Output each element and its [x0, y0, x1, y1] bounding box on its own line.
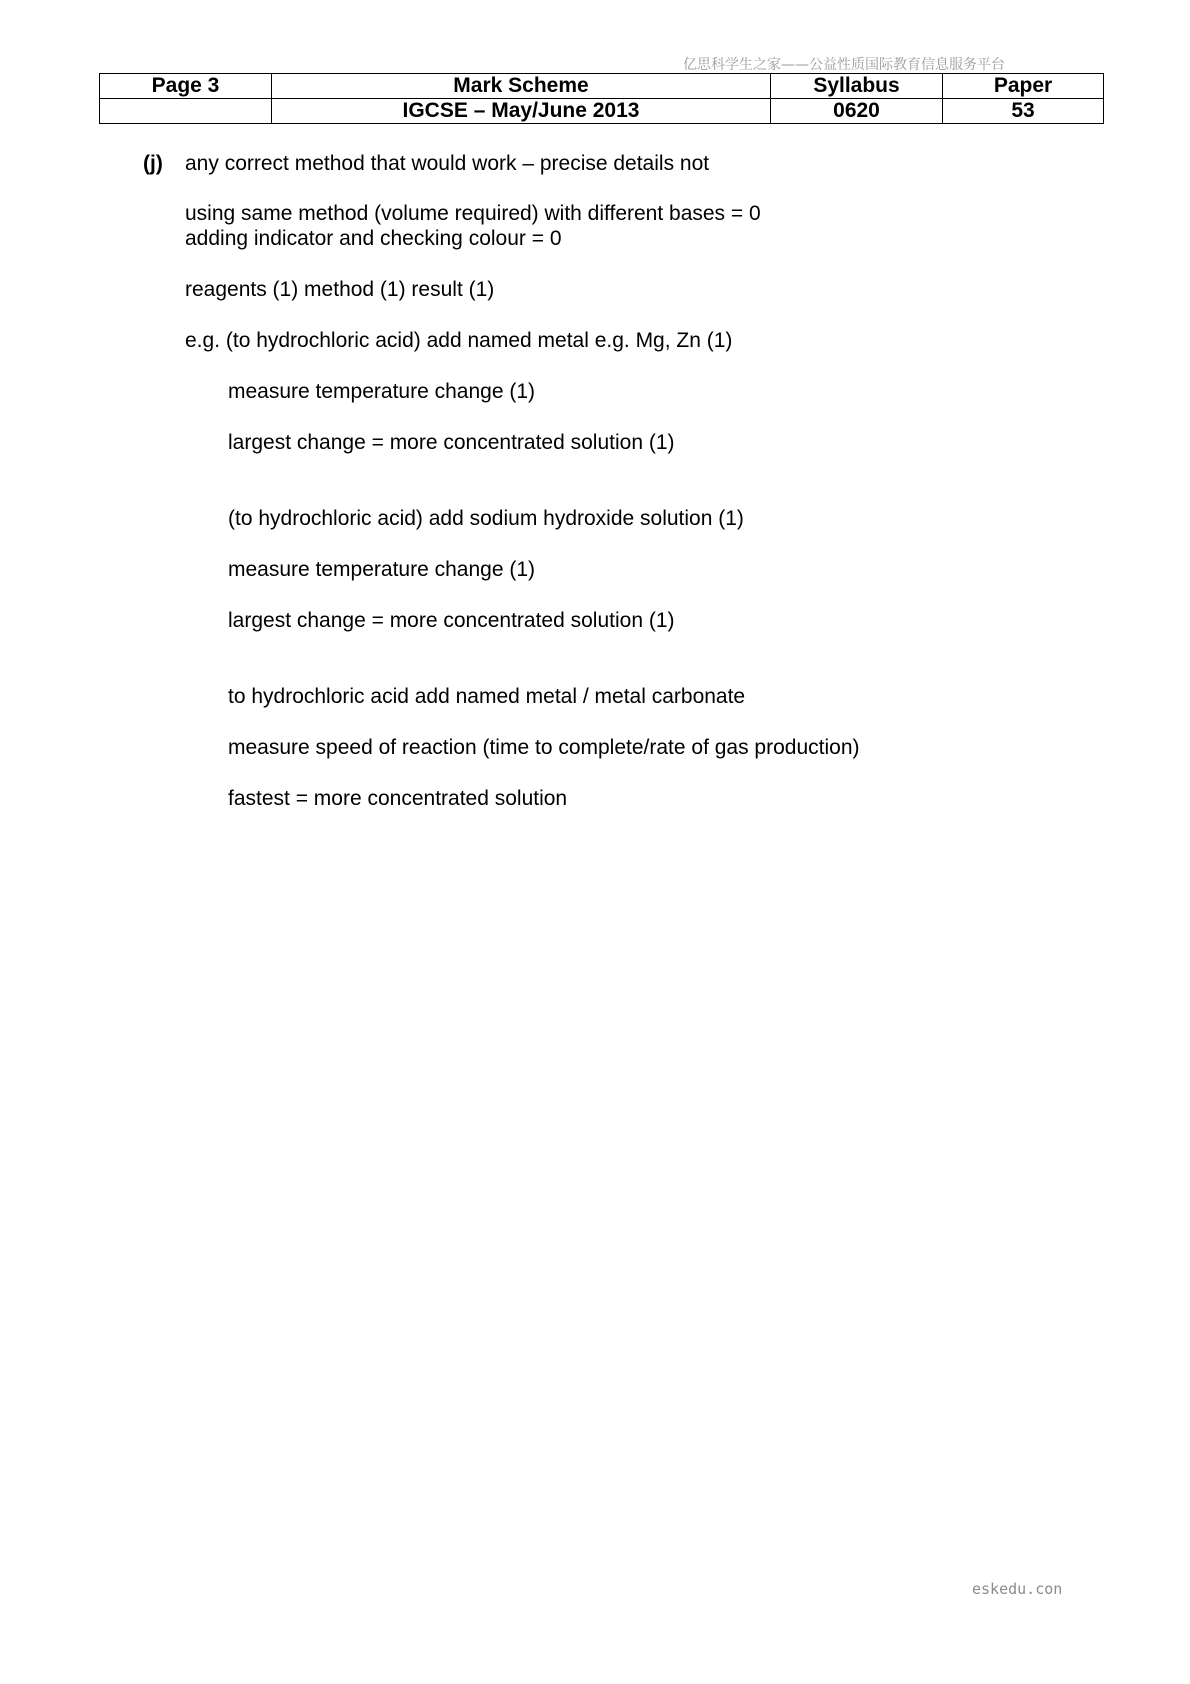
- header-row-2: [100, 99, 1104, 124]
- header-page: Page 3: [100, 74, 272, 99]
- method3-step-2: measure speed of reaction (time to complete/rate of gas production): [228, 736, 860, 759]
- method2-step-3: largest change = more concentrated solution (1): [228, 609, 675, 632]
- header-paper-number: 53: [943, 99, 1104, 124]
- footer-watermark: eskedu.con: [972, 1580, 1063, 1598]
- method1-step-1: measure temperature change (1): [228, 380, 535, 403]
- question-intro: any correct method that would work – precise details not: [185, 152, 710, 175]
- method1-step-2: largest change = more concentrated solution (1): [228, 431, 675, 454]
- method3-step-3: fastest = more concentrated solution: [228, 787, 568, 810]
- example-intro: e.g. (to hydrochloric acid) add named metal e.g. Mg, Zn (1): [185, 329, 733, 352]
- method2-step-1: (to hydrochloric acid) add sodium hydroxide solution (1): [228, 507, 744, 530]
- question-label: (j): [143, 152, 163, 175]
- method2-step-2: measure temperature change (1): [228, 558, 535, 581]
- marks-breakdown: reagents (1) method (1) result (1): [185, 278, 495, 301]
- watermark-top: 亿思科学生之家——公益性质国际教育信息服务平台: [683, 57, 1005, 73]
- method3-step-1: to hydrochloric acid add named metal / metal carbonate: [228, 685, 746, 708]
- header-page-empty: [100, 99, 272, 124]
- header-syllabus-code: 0620: [771, 99, 943, 124]
- header-syllabus-label: Syllabus: [771, 74, 943, 99]
- header-table: [99, 73, 1104, 124]
- no-credit-1: using same method (volume required) with different bases = 0: [185, 202, 761, 225]
- header-title: Mark Scheme: [272, 74, 771, 99]
- header-exam: IGCSE – May/June 2013: [272, 99, 771, 124]
- header-row-1: [100, 74, 1104, 99]
- no-credit-2: adding indicator and checking colour = 0: [185, 227, 562, 250]
- header-paper-label: Paper: [943, 74, 1104, 99]
